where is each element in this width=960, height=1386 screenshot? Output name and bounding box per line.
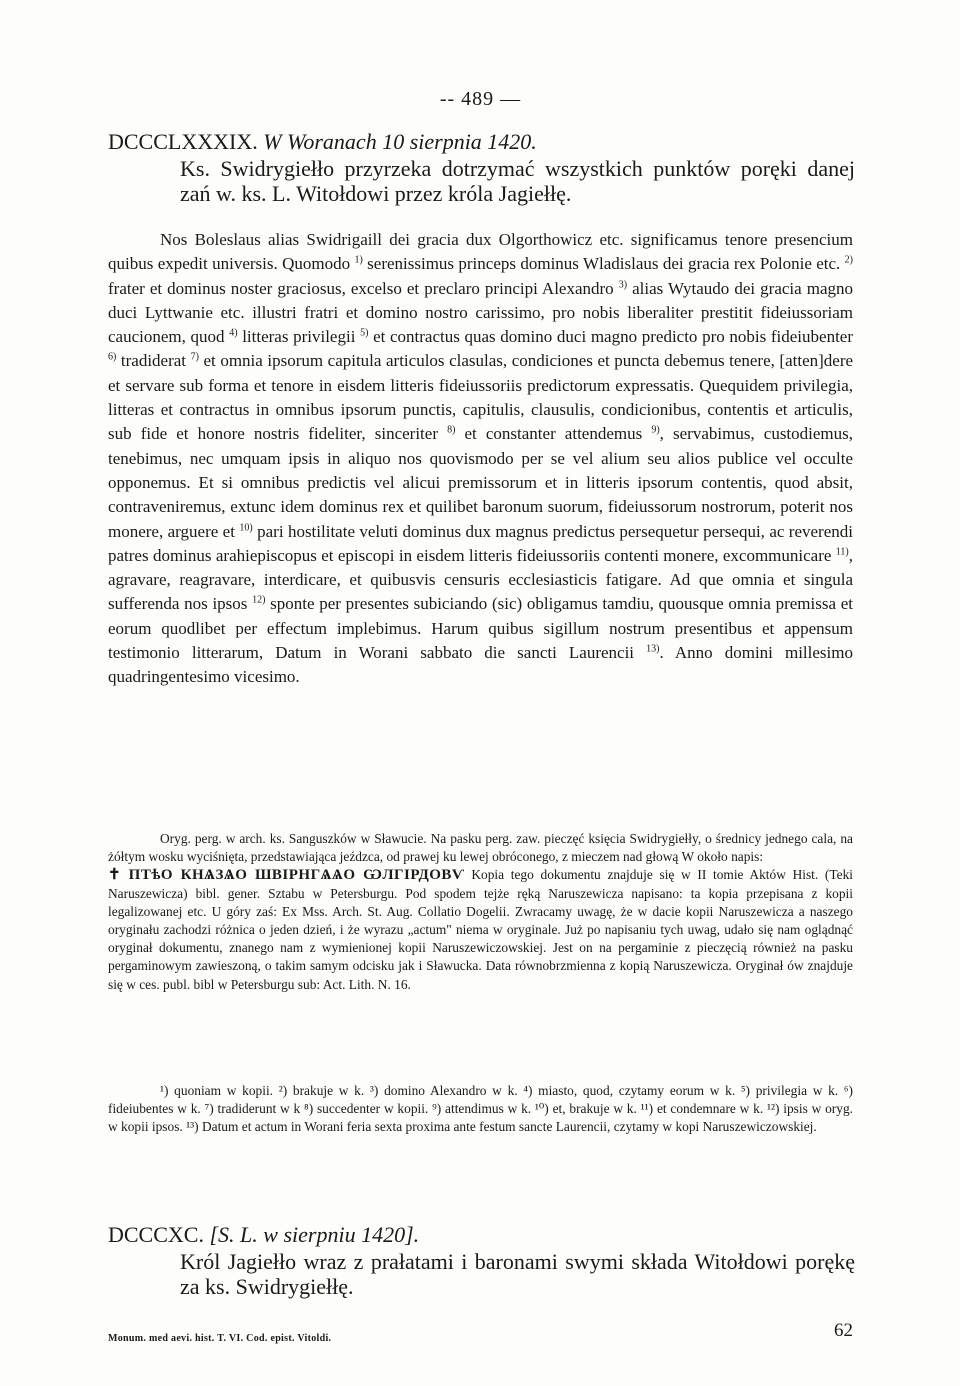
page-number: -- 489 — [439,88,522,110]
document-body-text: Nos Boleslaus alias Swidrigaill dei gracia dux Olgorthowicz etc. significamus tenore presencium quibus expedit universis. Quomodo $^{1)}$ serenissimus princeps dominus Wladislaus dei gracia rex Polonie etc. $^{2)}$ frater et dominus noster graciosus, excelso et preclaro principi Alexandro $^{3)}$ alias Wytaudo dei gracia magno duci Lyttwanie etc. illustri fratri et domino nostro carissimo, pro nobis liberaliter prestitit fideiussoriam caucionem, quod $^{4)}$ litteras privilegii $^{5)}$ et contractus quas domino duci magno predicto pro nobis fideiubenter $^{6)}$ tradiderat $^{7)}$ et omnia ipsorum capitula articulos clasulas, condiciones et puncta debemus tenere, [atten]dere et servare sub forma et tenore in eisdem litteris fideiussoriis predictorum expressatis. Quequidem privilegia, litteras et contractus in omnibus ipsorum punctis, capitulis, clausulis, condicionibus, contentis et articulis, sub fide et honore nostris fideliter, sinceriter $^{8)}$ et constanter attendemus $^{9)}$, servabimus, custodiemus, tenebimus, nec umquam ipsis in aliquo nos quovismodo per se vel alium seu alios publice vel occulte opponemus. Et si omnibus predictis vel alicui premissorum et in litteris ipsorum contentis, quod absit, contraveniremus, extunc idem dominus rex et quilibet baronum suorum, fideiussorum nostrorum, poterit nos monere, arguere et $^{10)}$ pari hostilitate veluti dominus dux magnus predictus persequetur persequi, ac reverendi patres dominus arahiepiscopus et episcopi in eisdem litteris fideiussoriis contenti monere, excommunicare $^{11)}$, agravare, reagravare, interdicare, et quibusvis censuris ecclesiasticis fatigare. Ad que omnia et singula sufferenda nos ipsos $^{12)}$ sponte per presentes subiciando (sic) obligamus tamdiu, quousque omnia premissa et eorum quodlibet per effectum implebimus. Harum quibus sigillum nostrum presentibus et appensum testimonio litterarum, Datum in Worani sabbato die sancti Laurencii $^{13)}$. Anno domini millesimo quadringentesimo vicesimo. [108,230,854,687]
document-number: DCCCXC. [108,1222,204,1247]
footer-source: Monum. med aevi. hist. T. VI. Cod. epist. Vitoldi. [108,1333,332,1344]
footer-sheet-number: 62 [834,1320,853,1341]
footnotes: ¹) quoniam w kopii. ²) brakuje w k. ³) domino Alexandro w k. ⁴) miasto, quod, czytamy eorum w k. ⁵) privilegia w k. ⁶) fideiubentes w k. ⁷) tradiderunt w k ⁸) succedenter w kopii. ⁹) attendimus w k. ¹⁰) et, brakuje w k. ¹¹) et condemnare w k. ¹²) ipsis w oryg. w kopii ipsos. ¹³) Datum et actum in Worani feria sexta proxima ante festum sancte Laurencii, czytamy w kopi Naruszewiczowskiej. [108,1083,853,1135]
document-number: DCCCLXXXIX. [108,129,258,154]
document-summary-890: Król Jagiełło wraz z prałatami i baronami swymi składa Witołdowi porękę za ks. Swidrygiełłę. [180,1249,855,1299]
document-heading-890 [108,1222,853,1248]
editorial-note: Oryg. perg. w arch. ks. Sanguszków w Sławucie. Na pasku perg. zaw. pieczęć księcia Swidrygiełły, o średnicy jednego cala, na żółtym wosku wyciśnięta, przedstawiająca jeźdzca, od prawej ku lewej obróconego, z mieczem nad głową W około napis: ✝ ПТѣО КНѦЗѦО ШВІРНГѦѦО ѠЛГІРДОВѴ Kopia tego dokumentu znajduje się w II tomie Aktów Hist. (Teki Naruszewicza) bibl. gener. Sztabu w Petersburgu. Pod spodem tejże ręką Naruszewicza napisano: ta kopia przepisana z kopii legalizowanej etc. U góry zaś: Ex Mss. Arch. St. Aug. Collatio Dogelii. Zwracamy uwagę, że w dacie kopii Naruszewicza a naszego oryginału zachodzi różnica o jeden dzień, i że wyrazu „actum" niema w oryginale. Już po napisaniu tych uwag, udało się nam oglądnąć oryginał dokumentu, znanego nam z wymienionej kopii Naruszewiczowskiej. Jest on na pergaminie z pieczęcią również na pasku pergaminowym zawieszoną, o takim samym odcisku jak i Sławucka. Data równobrzmienna z kopią Naruszewicza. Oryginał ów znajduje się w ces. publ. bibl w Petersburgu sub: Act. Lith. N. 16. [108,831,853,992]
document-heading-889 [108,129,853,155]
document-place-date: W Woranach 10 sierpnia 1420. [263,129,537,154]
document-place-date: [S. L. w sierpniu 1420]. [209,1222,420,1247]
document-summary-889: Ks. Swidrygiełło przyrzeka dotrzymać wszystkich punktów poręki danej zań w. ks. L. Witołdowi przez króla Jagiełłę. [180,156,855,206]
seal-inscription: ✝ ПТѣО КНѦЗѦО ШВІРНГѦѦО ѠЛГІРДОВѴ [108,867,465,884]
